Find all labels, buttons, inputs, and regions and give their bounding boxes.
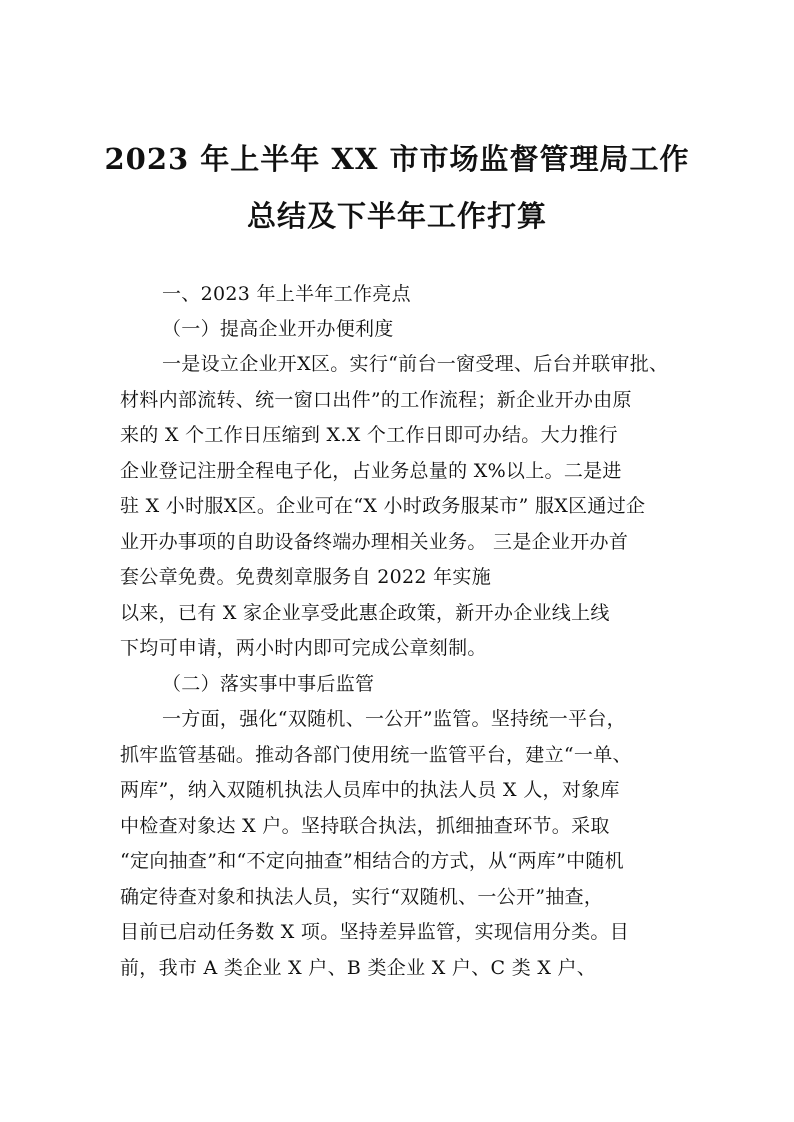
body-line: 一方面，强化“双随机、一公开”监管。坚持统一平台， (162, 708, 626, 730)
body-line: 下均可申请，两小时内即可完成公章刻制。 (120, 637, 487, 659)
body-line: 前，我市 A 类企业 X 户、B 类企业 X 户、C 类 X 户、 (120, 957, 597, 979)
body-line: 确定待查对象和执法人员，实行“双随机、一公开”抽查， (120, 886, 604, 908)
document-title-line-1: 2023 年上半年 XX 市市场监督管理局工作 (104, 142, 690, 176)
document-title-line-2: 总结及下半年工作打算 (246, 199, 547, 233)
body-line: 抓牢监管基础。推动各部门使用统一监管平台，建立“一单、 (120, 744, 632, 766)
body-line: 一是设立企业开X区。实行“前台一窗受理、后台并联审批、 (162, 353, 669, 375)
body-line: 套公章免费。免费刻章服务自 2022 年实施 (120, 566, 492, 588)
body-line: “定向抽查”和“不定向抽查”相结合的方式，从“两库”中随机 (120, 850, 624, 872)
body-line: 材料内部流转、统一窗口出件”的工作流程；新企业开办由原 (120, 389, 632, 411)
body-line: 驻 X 小时服X区。企业可在“X 小时政务服某市” 服X区通过企 (120, 495, 646, 517)
body-line: 以来，已有 X 家企业享受此惠企政策，新开办企业线上线 (120, 602, 610, 624)
body-line: 目前已启动任务数 X 项。坚持差异监管，实现信用分类。目 (120, 921, 630, 943)
subsection-heading: （二）落实事中事后监管 (162, 673, 375, 695)
body-line: 中检查对象达 X 户。坚持联合执法，抓细抽查环节。采取 (120, 815, 610, 837)
section-heading: 一、2023 年上半年工作亮点 (162, 283, 411, 305)
body-line: 来的 X 个工作日压缩到 X.X 个工作日即可办结。大力推行 (120, 424, 618, 446)
body-line: 业开办事项的自助设备终端办理相关业务。 三是企业开办首 (120, 531, 629, 553)
body-line: 企业登记注册全程电子化，占业务总量的 X%以上。二是进 (120, 460, 622, 482)
subsection-heading: （一）提高企业开办便利度 (162, 318, 394, 340)
body-line: 两库”，纳入双随机执法人员库中的执法人员 X 人，对象库 (120, 779, 620, 801)
